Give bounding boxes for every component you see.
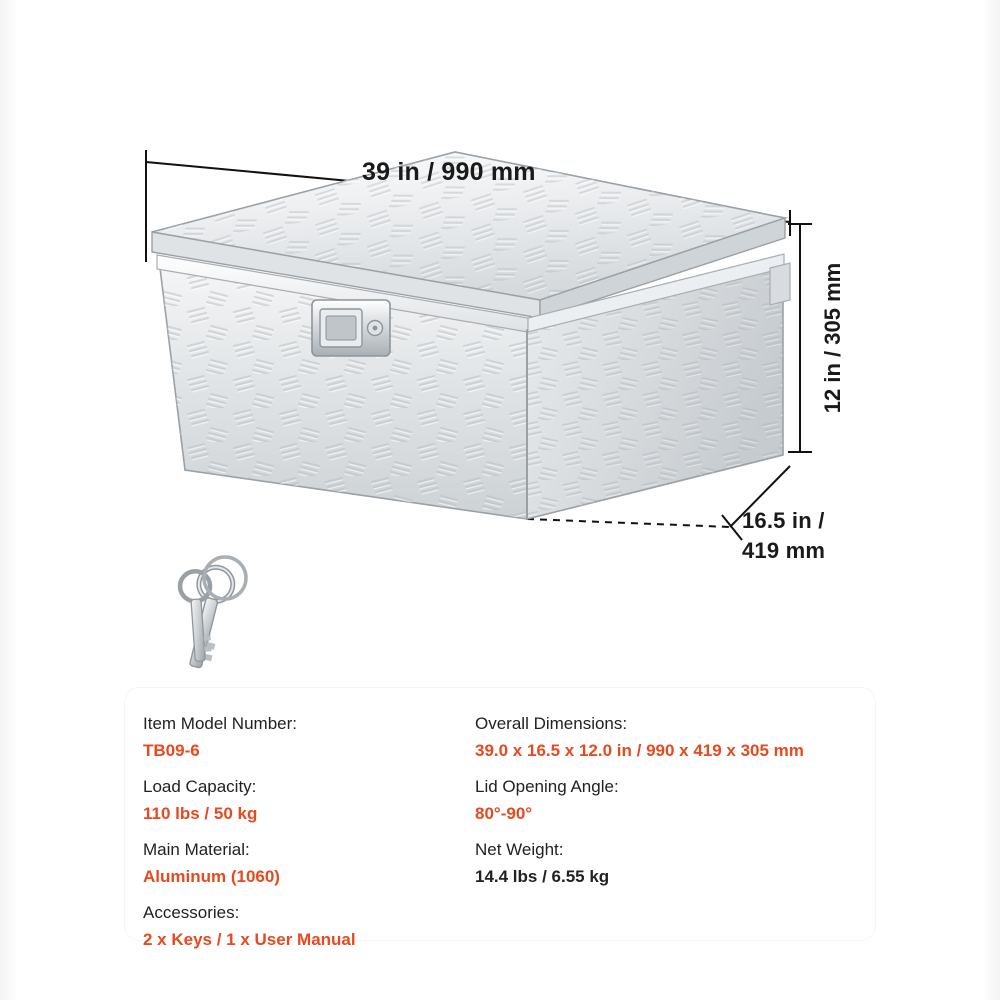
spec-value: 80°-90° [475,804,533,823]
spec-column-left [143,710,483,962]
dimension-label-depth-line2: 419 mm [742,538,826,563]
spec-item-accessories [143,899,483,953]
dimension-label-height [816,228,850,448]
spec-label: Net Weight: [475,840,564,859]
dimension-label-width: 39 in / 990 mm [362,158,536,186]
spec-value: Aluminum (1060) [143,867,280,886]
dimension-label-height-text: 12 in / 305 mm [820,262,845,414]
spec-value: 14.4 lbs / 6.55 kg [475,867,610,886]
spec-item-lid-opening-angle [475,773,875,827]
dimension-label-depth-line1: 16.5 in / [742,508,825,533]
spec-column-right [475,710,875,899]
spec-label: Item Model Number: [143,714,297,733]
spec-item-net-weight [475,836,875,890]
keys-icon [179,557,246,671]
spec-item-model-number [143,710,483,764]
dimension-label-depth [742,506,872,566]
spec-label: Load Capacity: [143,777,257,796]
specification-card [125,688,875,949]
latch-lock [312,300,390,356]
spec-label: Accessories: [143,903,240,922]
spec-value: 110 lbs / 50 kg [143,804,258,823]
spec-label: Main Material: [143,840,250,859]
spec-item-load-capacity [143,773,483,827]
spec-value: 2 x Keys / 1 x User Manual [143,930,356,949]
spec-value: 39.0 x 16.5 x 12.0 in / 990 x 419 x 305 mm [475,741,804,760]
spec-label: Overall Dimensions: [475,714,628,733]
spec-label: Lid Opening Angle: [475,777,619,796]
spec-value: TB09-6 [143,741,200,760]
spec-item-main-material [143,836,483,890]
spec-item-overall-dimensions [475,710,875,764]
